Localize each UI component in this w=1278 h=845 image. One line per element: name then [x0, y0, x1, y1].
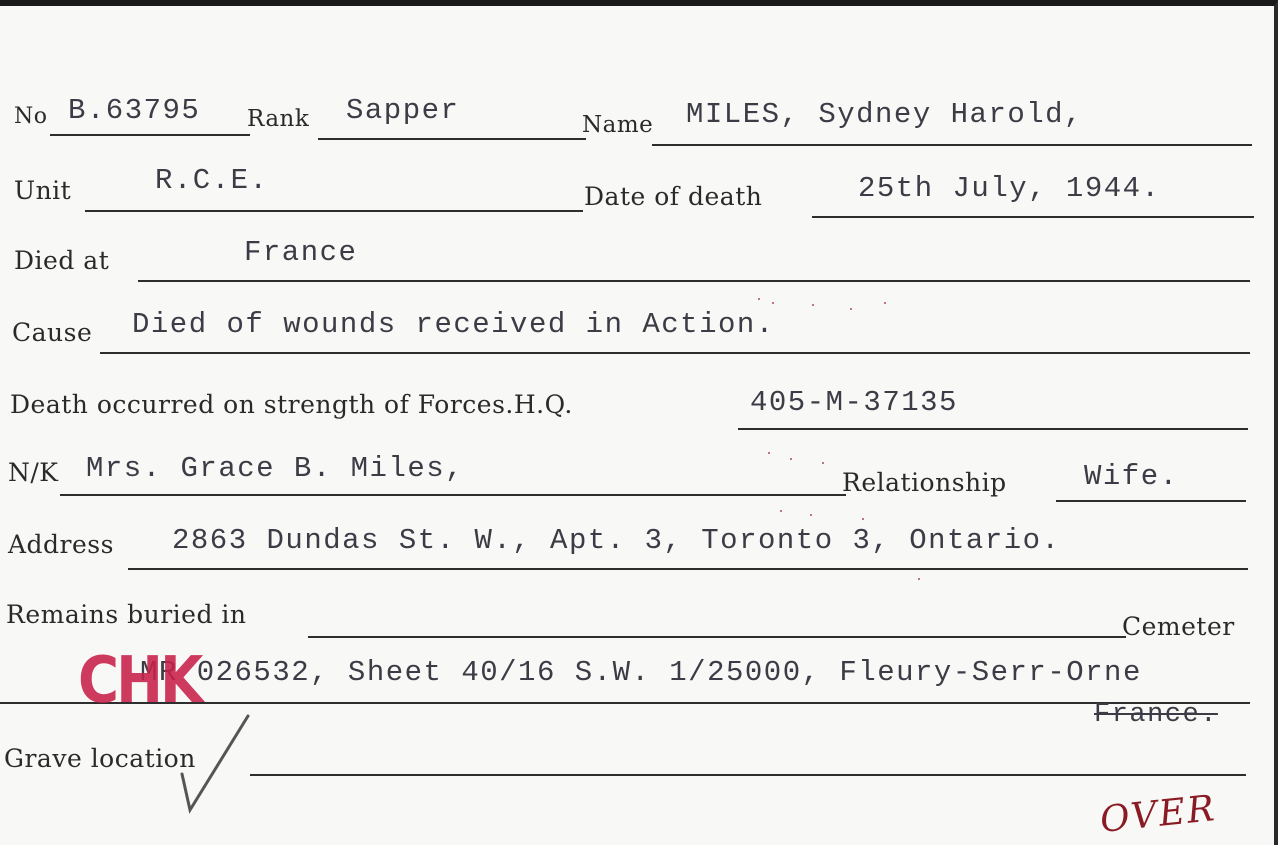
- next-of-kin-value: Mrs. Grace B. Miles,: [86, 452, 465, 485]
- ink-speck: [772, 302, 774, 304]
- ink-speck: [780, 510, 782, 512]
- unit-label: Unit: [14, 176, 72, 205]
- chk-stamp: CHK: [78, 643, 201, 718]
- address-rule: [128, 568, 1248, 570]
- strength-rule: [738, 428, 1248, 430]
- no-label: No: [14, 104, 48, 129]
- strength-label: Death occurred on strength of Forces.H.Q.: [10, 390, 573, 419]
- unit-rule: [85, 210, 583, 212]
- grave-location-label: Grave location: [4, 744, 196, 773]
- name-rule: [652, 144, 1252, 146]
- remains-rule: [308, 636, 1126, 638]
- name-label: Name: [582, 112, 654, 138]
- ink-speck: [862, 518, 864, 520]
- next-of-kin-rule: [60, 494, 846, 496]
- ink-speck: [812, 304, 814, 306]
- relationship-value: Wife.: [1084, 460, 1179, 493]
- cause-label: Cause: [12, 318, 93, 347]
- rank-value: Sapper: [346, 94, 460, 127]
- ink-speck: [810, 514, 812, 516]
- name-value: MILES, Sydney Harold,: [686, 98, 1083, 131]
- cause-value: Died of wounds received in Action.: [132, 308, 775, 341]
- unit-value: R.C.E.: [155, 164, 269, 197]
- ink-speck: [822, 462, 824, 464]
- date-of-death-rule: [812, 216, 1254, 218]
- over-annotation: OVER: [1098, 788, 1219, 841]
- grave-location-rule: [250, 774, 1246, 776]
- date-of-death-value: 25th July, 1944.: [858, 172, 1161, 205]
- relationship-rule: [1056, 500, 1246, 502]
- address-value: 2863 Dundas St. W., Apt. 3, Toronto 3, Ontario.: [172, 524, 1061, 557]
- remains-label: Remains buried in: [6, 600, 247, 629]
- died-at-value: France: [244, 236, 358, 269]
- service-number: B.63795: [68, 94, 201, 127]
- ink-speck: [790, 458, 792, 460]
- ink-speck: [884, 302, 886, 304]
- ink-speck: [768, 452, 770, 454]
- rank-rule: [318, 138, 586, 140]
- date-of-death-label: Date of death: [584, 182, 763, 211]
- died-at-label: Died at: [14, 246, 110, 275]
- rank-label: Rank: [247, 106, 310, 132]
- ink-speck: [918, 578, 920, 580]
- cause-rule: [100, 352, 1250, 354]
- ink-speck: [758, 298, 760, 300]
- check-mark-icon: [176, 712, 256, 816]
- ink-speck: [850, 308, 852, 310]
- file-reference: 405-M-37135: [750, 386, 958, 419]
- map-reference: MR 026532, Sheet 40/16 S.W. 1/25000, Fleury-Serr-Orne: [140, 656, 1142, 689]
- address-label: Address: [8, 530, 114, 559]
- relationship-label: Relationship: [842, 468, 1007, 497]
- next-of-kin-label: N/K: [8, 458, 59, 487]
- died-at-rule: [138, 280, 1250, 282]
- country-value: France.: [1094, 700, 1218, 730]
- cemetery-label: Cemeter: [1122, 612, 1235, 641]
- no-rule: [50, 134, 250, 136]
